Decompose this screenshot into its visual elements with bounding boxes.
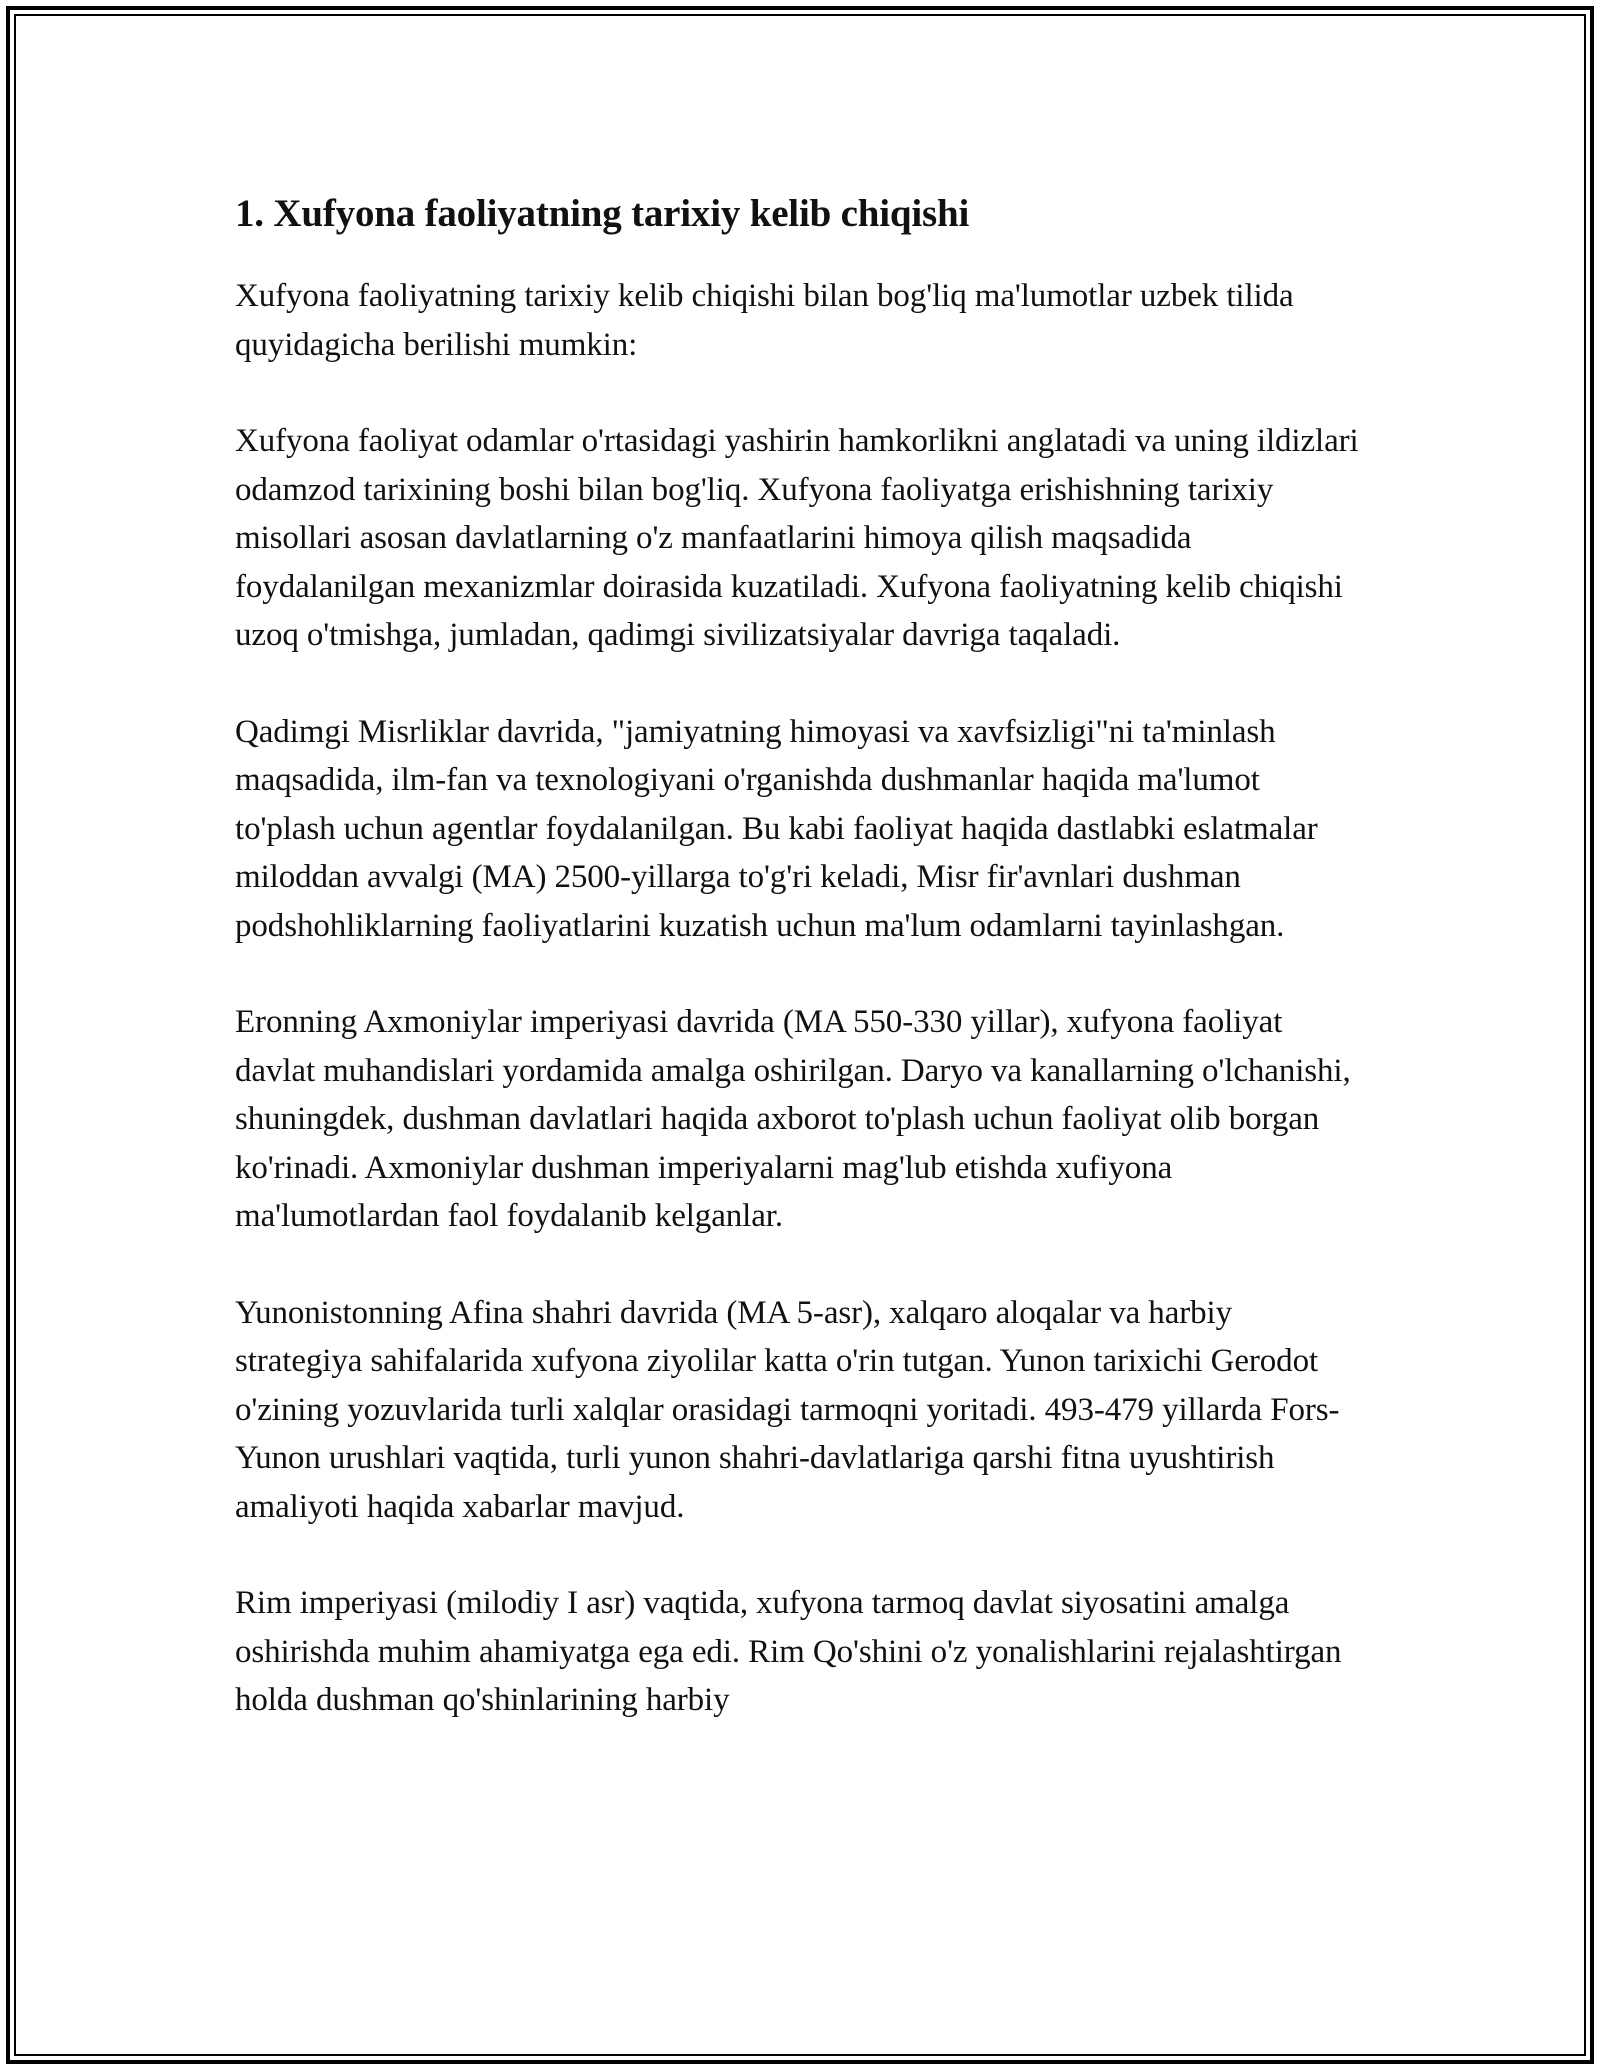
paragraph-achaemenid: Eronning Axmoniylar imperiyasi davrida (MA 550-330 yillar), xufyona faoliyat davlat muhandislari yordamida amalga oshirilgan. Daryo va kanallarning o'lchanishi, shuningdek, dushman davlatlari haqida axborot to'plash uchun faoliyat olib borgan ko'rinadi. Axmoniylar dushman imperiyalarni mag'lub etishda xufiyona ma'lumotlardan faol foydalanib kelganlar. bbox=[235, 1004, 1351, 1234]
section-heading: 1. Xufyona faoliyatning tarixiy kelib chiqishi bbox=[235, 192, 970, 235]
paragraph-rome: Rim imperiyasi (milodiy I asr) vaqtida, xufyona tarmoq davlat siyosatini amalga oshirishda muhim ahamiyatga ega edi. Rim Qo'shini o'z yonalishlarini rejalashtirgan holda dushman qo'shinlarining harbiy bbox=[235, 1585, 1342, 1718]
document-body bbox=[235, 188, 1365, 1773]
paragraph-intro: Xufyona faoliyatning tarixiy kelib chiqishi bilan bog'liq ma'lumotlar uzbek tilida quyidagicha berilishi mumkin: bbox=[235, 278, 1294, 363]
paragraph-egypt: Qadimgi Misrliklar davrida, "jamiyatning himoyasi va xavfsizligi"ni ta'minlash maqsadida, ilm-fan va texnologiyani o'rganishda dushmanlar haqida ma'lumot to'plash uchun agentlar foydalanilgan. Bu kabi faoliyat haqida dastlabki eslatmalar miloddan avvalgi (MA) 2500-yillarga to'g'ri keladi, Misr fir'avnlari dushman podshohliklarning faoliyatlarini kuzatish uchun ma'lum odamlarni tayinlashgan. bbox=[235, 713, 1318, 944]
paragraph-greece: Yunonistonning Afina shahri davrida (MA 5-asr), xalqaro aloqalar va harbiy strategiya sahifalarida xufyona ziyolilar katta o'rin tutgan. Yunon tarixichi Gerodot o'zining yozuvlarida turli xalqlar orasidagi tarmoqni yoritadi. 493-479 yillarda Fors-Yunon urushlari vaqtida, turli yunon shahri-davlatlariga qarshi fitna uyushtirish amaliyoti haqida xabarlar mavjud. bbox=[235, 1294, 1340, 1525]
paragraph-origins: Xufyona faoliyat odamlar o'rtasidagi yashirin hamkorlikni anglatadi va uning ildizlari odamzod tarixining boshi bilan bog'liq. Xufyona faoliyatga erishishning tarixiy misollari asosan davlatlarning o'z manfaatlarini himoya qilish maqsadida foydalanilgan mexanizmlar doirasida kuzatiladi. Xufyona faoliyatning kelib chiqishi uzoq o'tmishga, jumladan, qadimgi sivilizatsiyalar davriga taqaladi. bbox=[235, 423, 1359, 653]
